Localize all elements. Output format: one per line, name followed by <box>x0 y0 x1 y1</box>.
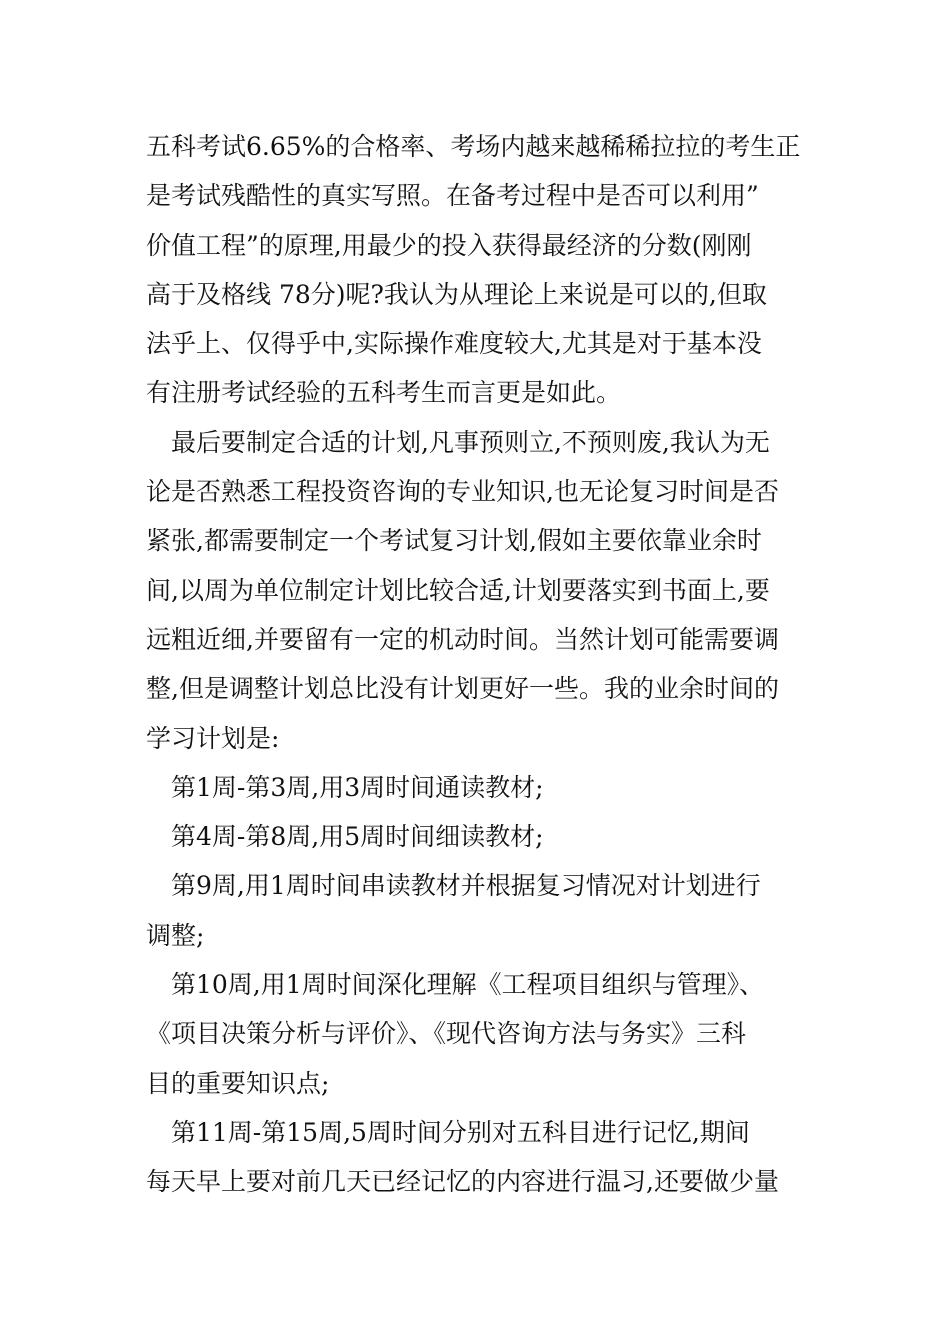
text-line: 间,以周为单位制定计划比较合适,计划要落实到书面上,要 <box>146 575 770 605</box>
text-line: 五科考试6.65%的合格率、考场内越来越稀稀拉拉的考生正 <box>146 132 801 161</box>
text-line: 学习计划是: <box>146 723 280 753</box>
text-line: 最后要制定合适的计划,凡事预则立,不预则废,我认为无 <box>171 427 770 457</box>
text-line: 价值工程”的原理,用最少的投入获得最经济的分数(刚刚 <box>146 230 752 260</box>
text-line: 法乎上、仅得乎中,实际操作难度较大,尤其是对于基本没 <box>146 329 762 359</box>
text-line: 第10周,用1周时间深化理解《工程项目组织与管理》、 <box>171 970 765 1000</box>
text-line: 调整; <box>146 920 205 950</box>
text-line: 是考试残酷性的真实写照。在备考过程中是否可以利用” <box>146 181 759 211</box>
document-body <box>146 122 816 1207</box>
text-line: 有注册考试经验的五科考生而言更是如此。 <box>146 378 622 408</box>
text-line: 紧张,都需要制定一个考试复习计划,假如主要依靠业余时 <box>146 526 762 556</box>
text-line: 目的重要知识点; <box>146 1068 330 1098</box>
text-line: 《项目决策分析与评价》、《现代咨询方法与务实》三科 <box>146 1019 747 1049</box>
text-line: 第9周,用1周时间串读教材并根据复习情况对计划进行 <box>171 871 761 901</box>
text-line: 远粗近细,并要留有一定的机动时间。当然计划可能需要调 <box>146 624 779 654</box>
text-line: 每天早上要对前几天已经记忆的内容进行温习,还要做少量 <box>146 1167 779 1197</box>
text-line: 第11周-第15周,5周时间分别对五科目进行记忆,期间 <box>171 1117 750 1147</box>
text-line: 高于及格线 78分)呢?我认为从理论上来说是可以的,但取 <box>146 279 767 309</box>
text-line: 第4周-第8周,用5周时间细读教材; <box>171 822 544 852</box>
text-line: 整,但是调整计划总比没有计划更好一些。我的业余时间的 <box>146 674 779 704</box>
text-line: 论是否熟悉工程投资咨询的专业知识,也无论复习时间是否 <box>146 477 779 507</box>
text-line: 第1周-第3周,用3周时间通读教材; <box>171 772 544 802</box>
